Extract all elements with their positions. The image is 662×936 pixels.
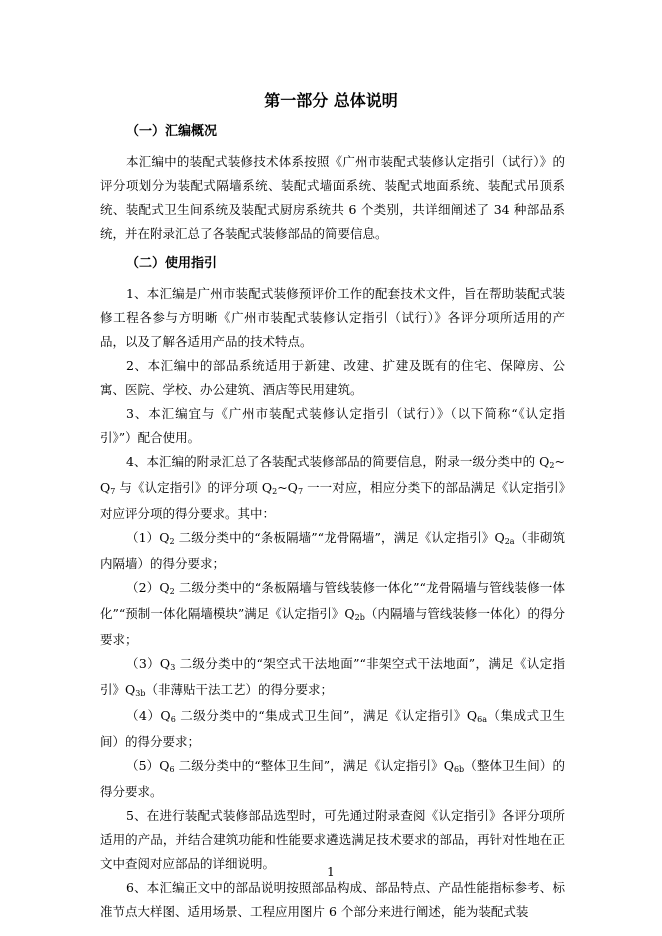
page-number: 1	[327, 865, 335, 879]
usage-item-3: $(3)Q_3$ 二级分类中的“架空式干法地面”“非架空式干法地面”，满足《认定指引》$Q_{3b}$（非薄贴干法工艺）的得分要求；	[100, 656, 565, 698]
usage-item-1: $(1)Q_2$ 二级分类中的“条板隔墙”“龙骨隔墙”，满足《认定指引》$Q_{2a}$（非砌筑内隔墙）的得分要求；	[100, 530, 565, 571]
usage-item-5: $(5)Q_6$ 二级分类中的“整体卫生间”，满足《认定指引》$Q_{6b}$（整体卫生间）的得分要求。	[100, 758, 565, 799]
usage-item-4: $(4)Q_6$ 二级分类中的“集成式卫生间”，满足《认定指引》$Q_{6a}$（集成式卫生间）的得分要求；	[100, 708, 565, 749]
page-title: 第一部分 总体说明	[264, 91, 398, 110]
section-heading-overview: （一）汇编概况	[126, 124, 218, 139]
section-heading-usage-guide: （二）使用指引	[126, 256, 218, 271]
usage-paragraph-2: 2、本汇编中的部品系统适用于新建、改建、扩建及既有的住宅、保障房、公寓、医院、学校、办公建筑、酒店等民用建筑。	[100, 358, 565, 397]
usage-item-2: $(2)Q_2$ 二级分类中的“条板隔墙与管线装修一体化”“龙骨隔墙与管线装修一体化”“预制一体化隔墙模块”满足《认定指引》$Q_{2b}$（内隔墙与管线装修一体化）的得分要求；	[100, 580, 565, 647]
usage-paragraph-6: 6、本汇编正文中的部品说明按照部品构成、部品特点、产品性能指标参考、标准节点大样图、适用场景、工程应用图片 6 个部分来进行阐述，能为装配式装	[100, 880, 565, 919]
overview-paragraph: 本汇编中的装配式装修技术体系按照《广州市装配式装修认定指引（试行）》的评分项划分为装配式隔墙系统、装配式墙面系统、装配式地面系统、装配式吊顶系统、装配式卫生间系统及装配式厨房系统共 6 个类别，共详细阐述了 34 种部品系统，并在附录汇总了各装配式装修部品的简要信息。	[100, 154, 565, 241]
document-body	[100, 120, 565, 924]
usage-paragraph-5: 5、在进行装配式装修部品选型时，可先通过附录查阅《认定指引》各评分项所适用的产品，并结合建筑功能和性能要求遴选满足技术要求的部品，再针对性地在正文中查阅对应部品的详细说明。	[100, 808, 565, 871]
usage-paragraph-3: 3、本汇编宜与《广州市装配式装修认定指引（试行）》（以下简称“《认定指引》”）配合使用。	[100, 406, 565, 445]
usage-paragraph-1: 1、本汇编是广州市装配式装修预评价工作的配套技术文件，旨在帮助装配式装修工程各参与方明晰《广州市装配式装修认定指引（试行）》各评分项所适用的产品，以及了解各适用产品的技术特点。	[100, 286, 565, 349]
usage-paragraph-4: 4、本汇编的附录汇总了各装配式装修部品的简要信息，附录一级分类中的 $Q_2\sim Q_7$ 与《认定指引》的评分项 $Q_2\sim Q_7$ 一一对应，相应分类下的部品满足《认定指引》对应评分项的得分要求。其中：	[100, 454, 565, 521]
